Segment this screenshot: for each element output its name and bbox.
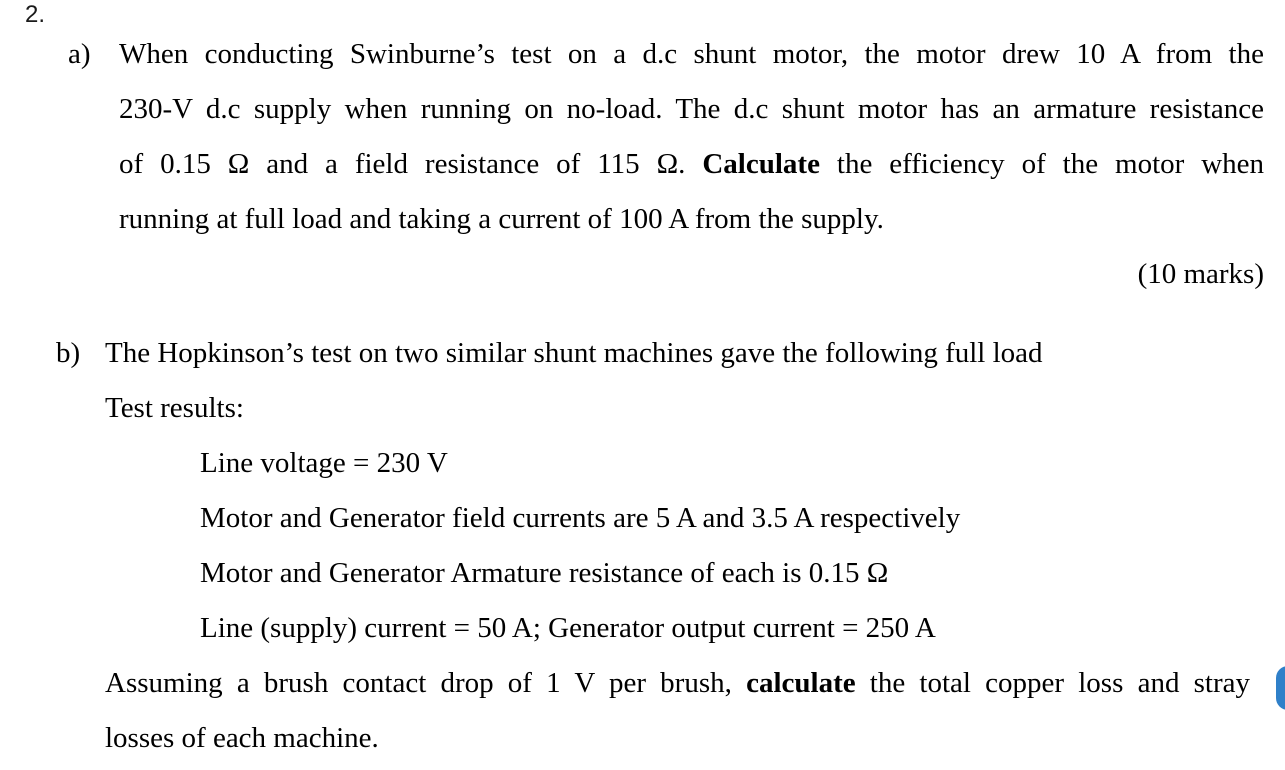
floating-edge-button[interactable] — [1276, 666, 1285, 710]
part-b-closing-end: the total copper loss and stray — [869, 667, 1251, 699]
part-a-line-3-start: of 0.15 Ω and a field resistance of 115 Ω. — [119, 148, 686, 180]
part-a-label: a) — [68, 38, 91, 70]
part-b-calculate-keyword: calculate — [746, 667, 856, 699]
part-a-line-3 — [119, 147, 1264, 181]
question-number: 2. — [25, 1, 46, 28]
part-a-line-1: When conducting Swinburne’s test on a d.c shunt motor, the motor drew 10 A from the — [119, 38, 1264, 70]
part-a-line-4: running at full load and taking a current of 100 A from the supply. — [119, 203, 884, 235]
part-a-marks: (10 marks) — [1137, 258, 1264, 290]
data-line-voltage: Line voltage = 230 V — [200, 447, 448, 479]
part-b-label: b) — [56, 337, 81, 369]
part-a-line-2: 230-V d.c supply when running on no-load. The d.c shunt motor has an armature resistance — [119, 93, 1264, 125]
data-field-currents: Motor and Generator field currents are 5 A and 3.5 A respectively — [200, 502, 961, 534]
part-b-closing-line-2: losses of each machine. — [105, 722, 379, 754]
part-b-closing-start: Assuming a brush contact drop of 1 V per brush, — [105, 667, 732, 699]
data-armature-resistance: Motor and Generator Armature resistance of each is 0.15 Ω — [200, 557, 889, 589]
data-currents: Line (supply) current = 50 A; Generator output current = 250 A — [200, 612, 936, 644]
part-b-intro-line-1: The Hopkinson’s test on two similar shunt machines gave the following full load — [105, 337, 1043, 369]
part-b-intro-line-2: Test results: — [105, 392, 244, 424]
part-a-line-3-end: the efficiency of the motor when — [836, 148, 1265, 180]
part-b-closing-line-1 — [105, 666, 1250, 700]
part-a-calculate-keyword: Calculate — [702, 148, 820, 180]
